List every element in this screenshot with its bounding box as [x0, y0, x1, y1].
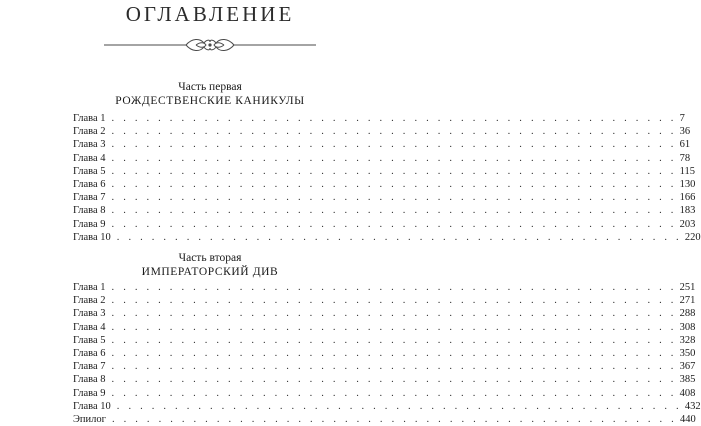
part-2-label: Часть вторая: [178, 252, 242, 264]
toc-leader-dots: . . . . . . . . . . . . . . . . . . . . . . . . . . . . . . . . . . . . . . . . . . . . . . . . .: [111, 139, 677, 151]
part-2-header: [0, 251, 420, 279]
toc-entry: [73, 218, 696, 231]
page-title: ОГЛАВЛЕНИЕ: [125, 2, 295, 26]
toc-entry-page-number: 220: [684, 231, 701, 243]
toc-entry-page-number: 350: [679, 347, 696, 359]
toc-leader-dots: . . . . . . . . . . . . . . . . . . . . . . . . . . . . . . . . . . . . . . . . . . . . . . . . .: [111, 152, 677, 164]
toc-entry-page-number: 7: [679, 113, 685, 124]
toc-leader-dots: . . . . . . . . . . . . . . . . . . . . . . . . . . . . . . . . . . . . . . . . . . . . . . . . .: [111, 218, 677, 230]
toc-entry: [73, 347, 696, 360]
toc-entry: [73, 294, 696, 307]
toc-entry: [73, 360, 696, 373]
toc-leader-dots: . . . . . . . . . . . . . . . . . . . . . . . . . . . . . . . . . . . . . . . . . . . . . . . . .: [116, 400, 682, 412]
toc-entry-name: Глава 4: [73, 321, 106, 333]
part-1-header: [0, 80, 420, 108]
toc-entry-name: Глава 9: [73, 387, 106, 399]
toc-entry-page-number: 115: [679, 165, 695, 177]
toc-entry: [73, 373, 696, 386]
toc-entry: [73, 413, 696, 426]
part-2-chapter-list: [73, 281, 701, 426]
toc-leader-dots: . . . . . . . . . . . . . . . . . . . . . . . . . . . . . . . . . . . . . . . . . . . . . . . . .: [116, 231, 682, 243]
toc-entry-name: Глава 3: [73, 308, 106, 320]
toc-entry-name: Глава 8: [73, 205, 106, 217]
toc-entry-name: Глава 6: [73, 178, 106, 190]
toc-entry-page-number: 251: [679, 282, 696, 293]
toc-entry: [73, 204, 696, 217]
toc-entry-name: Глава 3: [73, 139, 106, 151]
toc-entry-page-number: 166: [679, 192, 696, 204]
toc-entry-name: Глава 5: [73, 334, 106, 346]
toc-leader-dots: . . . . . . . . . . . . . . . . . . . . . . . . . . . . . . . . . . . . . . . . . . . . . . . . .: [111, 165, 677, 177]
toc-entry-name: Глава 10: [73, 231, 111, 243]
toc-leader-dots: . . . . . . . . . . . . . . . . . . . . . . . . . . . . . . . . . . . . . . . . . . . . . . . . .: [111, 126, 677, 138]
toc-entry: [73, 387, 696, 400]
toc-entry-name: Глава 7: [73, 361, 106, 373]
toc-entry-name: Глава 9: [73, 218, 106, 230]
toc-entry: [73, 321, 696, 334]
flourish-divider-icon: [100, 34, 320, 56]
toc-leader-dots: . . . . . . . . . . . . . . . . . . . . . . . . . . . . . . . . . . . . . . . . . . . . . . . . .: [111, 205, 677, 217]
toc-entry: [73, 112, 685, 125]
toc-entry-name: Глава 2: [73, 295, 106, 307]
toc-entry-name: Эпилог: [73, 413, 106, 425]
toc-entry: [73, 400, 701, 413]
toc-leader-dots: . . . . . . . . . . . . . . . . . . . . . . . . . . . . . . . . . . . . . . . . . . . . . . . . .: [111, 113, 677, 124]
toc-leader-dots: . . . . . . . . . . . . . . . . . . . . . . . . . . . . . . . . . . . . . . . . . . . . . . . . .: [111, 308, 677, 320]
toc-entry: [73, 152, 691, 165]
toc-entry-page-number: 271: [679, 295, 696, 307]
toc-entry: [73, 125, 691, 138]
toc-leader-dots: . . . . . . . . . . . . . . . . . . . . . . . . . . . . . . . . . . . . . . . . . . . . . . . . .: [111, 387, 677, 399]
toc-entry-page-number: 432: [684, 400, 701, 412]
toc-entry-page-number: 183: [679, 205, 696, 217]
toc-entry-page-number: 288: [679, 308, 696, 320]
toc-entry-name: Глава 1: [73, 282, 106, 293]
toc-entry: [73, 178, 696, 191]
toc-leader-dots: . . . . . . . . . . . . . . . . . . . . . . . . . . . . . . . . . . . . . . . . . . . . . . . . .: [111, 192, 677, 204]
toc-entry-page-number: 408: [679, 387, 696, 399]
toc-entry-name: Глава 6: [73, 347, 106, 359]
toc-leader-dots: . . . . . . . . . . . . . . . . . . . . . . . . . . . . . . . . . . . . . . . . . . . . . . . . .: [111, 282, 677, 293]
part-1-chapter-list: [73, 112, 701, 244]
toc-leader-dots: . . . . . . . . . . . . . . . . . . . . . . . . . . . . . . . . . . . . . . . . . . . . . . . . .: [111, 413, 677, 425]
toc-entry-name: Глава 8: [73, 374, 106, 386]
toc-entry-page-number: 328: [679, 334, 696, 346]
toc-entry-name: Глава 2: [73, 126, 106, 138]
toc-entry-page-number: 78: [679, 152, 691, 164]
toc-leader-dots: . . . . . . . . . . . . . . . . . . . . . . . . . . . . . . . . . . . . . . . . . . . . . . . . .: [111, 374, 677, 386]
toc-entry: [73, 138, 691, 151]
toc-leader-dots: . . . . . . . . . . . . . . . . . . . . . . . . . . . . . . . . . . . . . . . . . . . . . . . . .: [111, 334, 677, 346]
toc-entry-page-number: 367: [679, 361, 696, 373]
toc-entry-name: Глава 10: [73, 400, 111, 412]
toc-entry: [73, 191, 696, 204]
part-1-label: Часть первая: [178, 81, 242, 93]
toc-entry-page-number: 203: [679, 218, 696, 230]
toc-entry-name: Глава 4: [73, 152, 106, 164]
toc-entry-page-number: 385: [679, 374, 696, 386]
toc-leader-dots: . . . . . . . . . . . . . . . . . . . . . . . . . . . . . . . . . . . . . . . . . . . . . . . . .: [111, 321, 677, 333]
toc-leader-dots: . . . . . . . . . . . . . . . . . . . . . . . . . . . . . . . . . . . . . . . . . . . . . . . . .: [111, 178, 677, 190]
part-2-title: ИМПЕРАТОРСКИЙ ДИВ: [141, 266, 279, 278]
toc-entry-page-number: 130: [679, 178, 696, 190]
toc-leader-dots: . . . . . . . . . . . . . . . . . . . . . . . . . . . . . . . . . . . . . . . . . . . . . . . . .: [111, 295, 677, 307]
toc-entry-page-number: 440: [680, 413, 696, 425]
toc-entry-name: Глава 7: [73, 192, 106, 204]
toc-entry: [73, 307, 696, 320]
toc-entry-name: Глава 5: [73, 165, 106, 177]
toc-entry-page-number: 36: [679, 126, 691, 138]
toc-leader-dots: . . . . . . . . . . . . . . . . . . . . . . . . . . . . . . . . . . . . . . . . . . . . . . . . .: [111, 347, 677, 359]
toc-entry: [73, 334, 696, 347]
toc-leader-dots: . . . . . . . . . . . . . . . . . . . . . . . . . . . . . . . . . . . . . . . . . . . . . . . . .: [111, 361, 677, 373]
toc-entry: [73, 231, 701, 244]
part-1-title: РОЖДЕСТВЕНСКИЕ КАНИКУЛЫ: [115, 95, 305, 107]
toc-entry-name: Глава 1: [73, 113, 106, 124]
toc-entry: [73, 165, 695, 178]
toc-entry-page-number: 308: [679, 321, 696, 333]
toc-entry-page-number: 61: [679, 139, 691, 151]
toc-entry: [73, 281, 696, 294]
